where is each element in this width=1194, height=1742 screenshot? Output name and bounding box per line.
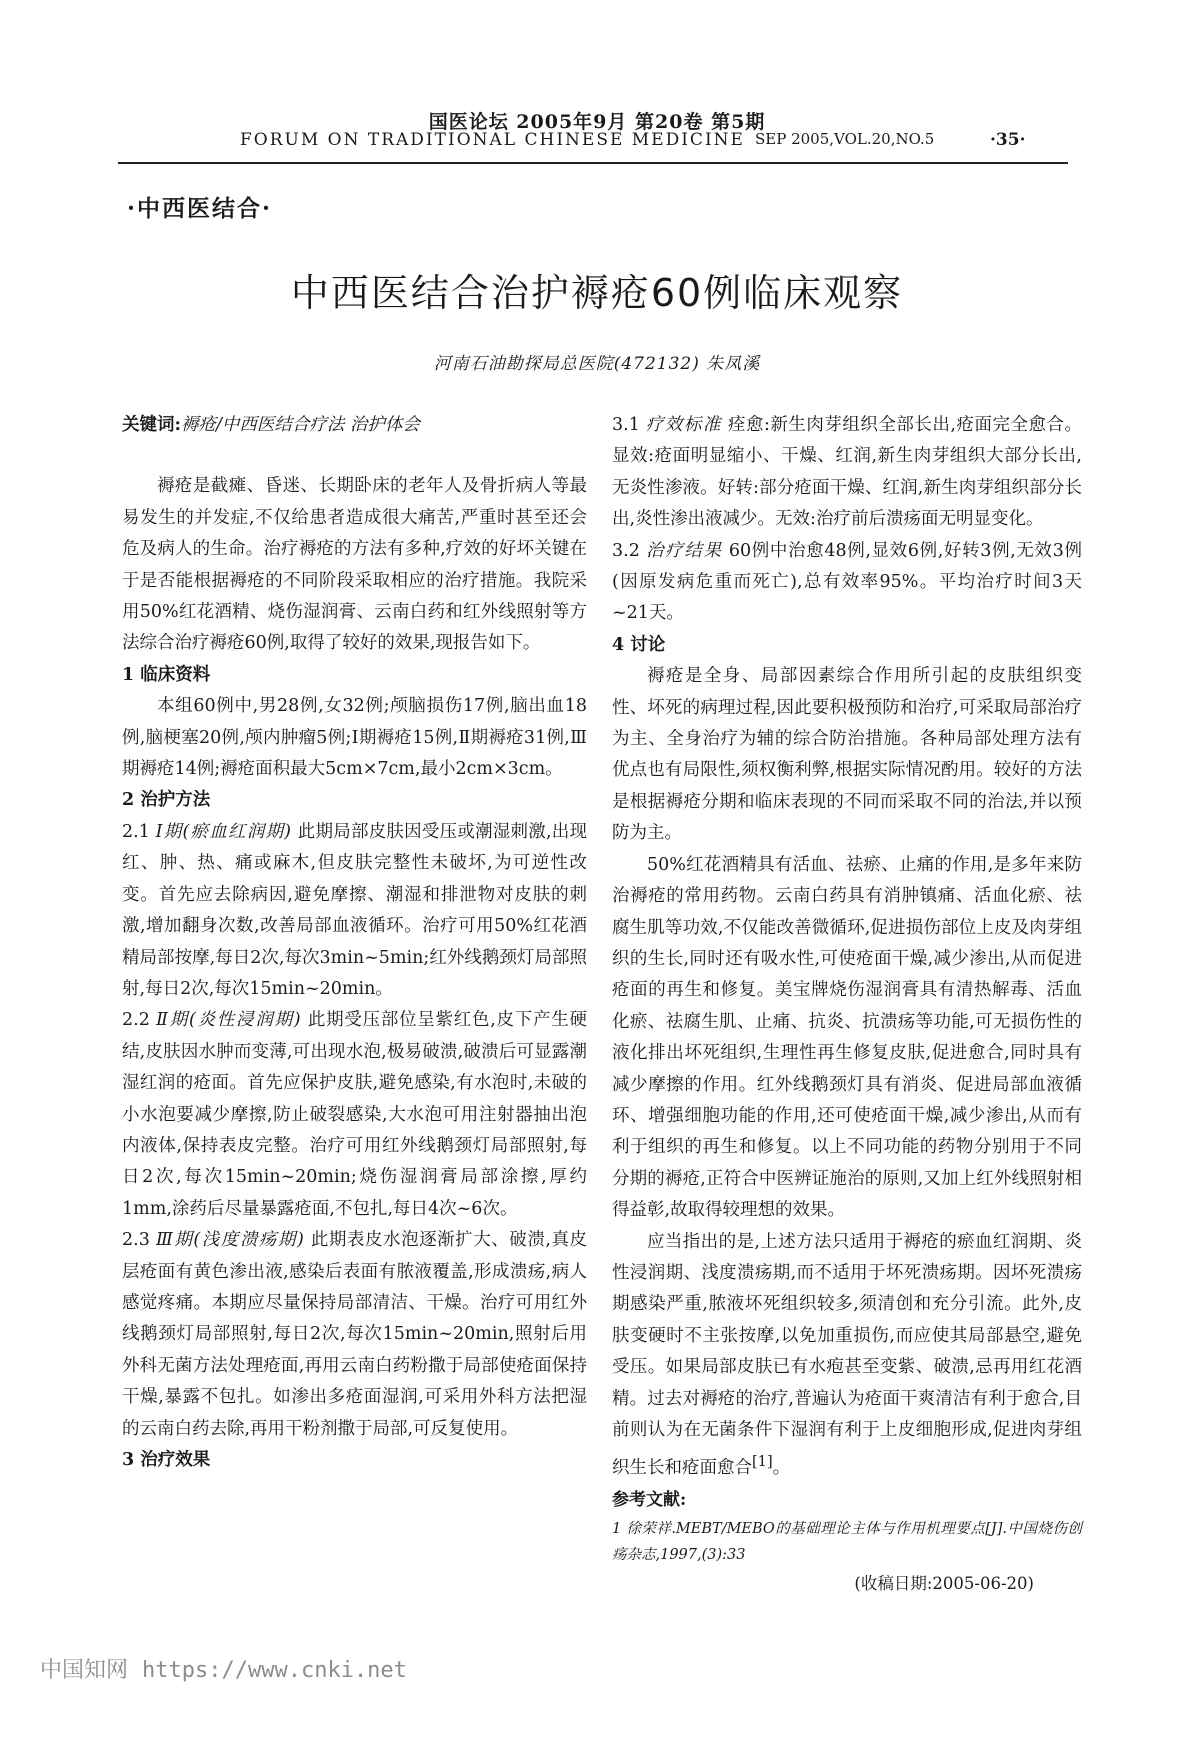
section-2-2 — [122, 1005, 587, 1225]
references-heading: 参考文献: — [612, 1489, 687, 1510]
intro-paragraph: 褥疮是截瘫、昏迷、长期卧床的老年人及骨折病人等最易发生的并发症,不仅给患者造成很大痛苦,严重时甚至还会危及病人的生命。治疗褥疮的方法有多种,疗效的好坏关键在于是否能根据褥疮的不同阶段采取相应的治疗措施。我院采用50%红花酒精、烧伤湿润膏、云南白药和红外线照射等方法综合治疗褥疮60例,取得了较好的效果,现报告如下。 — [122, 476, 587, 654]
keywords-label: 关键词: — [122, 415, 181, 435]
journal-header-english — [0, 130, 1194, 152]
reference-1: 1 徐荣祥.MEBT/MEBO的基础理论主体与作用机理要点[J].中国烧伤创疡杂志,1997,(3):33 — [612, 1521, 1082, 1564]
discussion-paragraph-2: 50%红花酒精具有活血、祛瘀、止痛的作用,是多年来防治褥疮的常用药物。云南白药具有消肿镇痛、活血化瘀、祛腐生肌等功效,不仅能改善微循环,促进损伤部位上皮及肉芽组织的生长,同时还有吸水性,可使疮面干燥,减少渗出,从而促进疮面的再生和修复。美宝牌烧伤湿润膏具有清热解毒、活血化瘀、祛腐生肌、止痛、抗炎、抗溃疡等功能,可无损伤性的液化排出坏死组织,生理性再生修复皮肤,促进愈合,同时具有减少摩擦的作用。红外线鹅颈灯具有消炎、促进局部血液循环、增强细胞功能的作用,还可使疮面干燥,减少渗出,从而有利于组织的再生和修复。以上不同功能的药物分别用于不同分期的褥疮,正符合中医辨证施治的原则,又加上红外线照射相得益彰,故取得较理想的效果。 — [612, 854, 1082, 1221]
journal-header-line: 国医论坛 2005年9月 第20卷 第5期 — [428, 111, 766, 133]
cnki-watermark — [40, 1653, 407, 1684]
section-3-1 — [612, 410, 1082, 536]
discussion-paragraph-3-end: 。 — [772, 1458, 791, 1479]
section-2-2-number: 2.2 — [122, 1010, 157, 1031]
section-2-1-text: 此期局部皮肤因受压或潮湿刺激,出现红、肿、热、痛或麻木,但皮肤完整性未破坏,为可逆性改变。首先应去除病因,避免摩擦、潮湿和排泄物对皮肤的刺激,增加翻身次数,改善局部血液循环。治疗可用50%红花酒精局部按摩,每日2次,每次3min~5min;红外线鹅颈灯局部照射,每日2次,每次15min~20min。 — [122, 821, 587, 999]
left-column — [122, 410, 587, 1476]
citation-marker: [1] — [752, 1453, 773, 1471]
received-date: (收稿日期:2005-06-20) — [854, 1574, 1034, 1594]
heading-methods: 2 治护方法 — [122, 790, 211, 811]
section-tag: ·中西医结合· — [127, 195, 273, 222]
author-affiliation: 河南石油勘探局总医院(472132) 朱凤溪 — [433, 354, 761, 374]
section-3-2 — [612, 536, 1082, 630]
keywords — [122, 410, 587, 441]
section-2-3-text: 此期表皮水泡逐渐扩大、破溃,真皮层疮面有黄色渗出液,感染后表面有脓液覆盖,形成溃疡,病人感觉疼痛。本期应尽量保持局部清洁、干燥。治疗可用红外线鹅颈灯局部照射,每日2次,每次15min~20min,照射后用外科无菌方法处理疮面,再用云南白药粉撒于局部使疮面保持干燥,暴露不包扎。如渗出多疮面湿润,可采用外科方法把湿的云南白药去除,再用干粉剂撒于局部,可反复使用。 — [122, 1230, 588, 1439]
heading-results: 3 治疗效果 — [122, 1450, 211, 1470]
right-column — [612, 410, 1082, 1599]
journal-name-english: FORUM ON TRADITIONAL CHINESE MEDICINE — [240, 130, 745, 150]
discussion-paragraph-3 — [612, 1227, 1082, 1485]
section-2-2-label: Ⅱ期(炎性浸润期) — [156, 1010, 302, 1031]
section-3-1-label: 疗效标准 — [645, 415, 722, 435]
section-3-2-label: 治疗结果 — [646, 540, 723, 561]
section-3-2-text: 60例中治愈48例,显效6例,好转3例,无效3例(因原发病危重而死亡),总有效率95%。平均治疗时间3天~21天。 — [612, 540, 1082, 624]
cnki-url: https://www.cnki.net — [142, 1658, 407, 1683]
section-3-1-number: 3.1 — [612, 415, 646, 435]
heading-clinical-data: 1 临床资料 — [122, 664, 211, 685]
section-2-1-number: 2.1 — [122, 821, 156, 842]
section-2-1-label: Ⅰ期(瘀血红润期) — [155, 821, 293, 842]
keywords-value: 褥疮/中西医结合疗法 治护体会 — [180, 415, 420, 435]
discussion-paragraph-1: 褥疮是全身、局部因素综合作用所引起的皮肤组织变性、坏死的病理过程,因此要积极预防和治疗,可采取局部治疗为主、全身治疗为辅的综合防治措施。各种局部处理方法有优点也有局限性,须权衡利弊,根据实际情况酌用。较好的方法是根据褥疮分期和临床表现的不同而采取不同的治法,并以预防为主。 — [612, 666, 1082, 844]
article-title: 中西医结合治护褥疮60例临床观察 — [290, 271, 904, 315]
section-3-2-number: 3.2 — [612, 540, 647, 561]
section-2-3-number: 2.3 — [122, 1230, 156, 1251]
section-2-1 — [122, 817, 587, 1005]
section-2-2-text: 此期受压部位呈紫红色,皮下产生硬结,皮肤因水肿而变薄,可出现水泡,极易破溃,破溃后可显露潮湿红润的疮面。首先应保护皮肤,避免感染,有水泡时,未破的小水泡要减少摩擦,防止破裂感染,大水泡可用注射器抽出泡内液体,保持表皮完整。治疗可用红外线鹅颈灯局部照射,每日2次,每次15min~20min;烧伤湿润膏局部涂擦,厚约1mm,涂药后尽量暴露疮面,不包扎,每日4次~6次。 — [122, 1010, 587, 1219]
discussion-paragraph-3-text: 应当指出的是,上述方法只适用于褥疮的瘀血红润期、炎性浸润期、浅度溃疡期,而不适用于坏死溃疡期。因坏死溃疡期感染严重,脓液坏死组织较多,须清创和充分引流。此外,皮肤变硬时不主张按摩,以免加重损伤,而应使其局部悬空,避免受压。如果局部皮肤已有水疱甚至变紫、破溃,忌再用红花酒精。过去对褥疮的治疗,普遍认为疮面干爽清洁有利于愈合,目前则认为在无菌条件下湿润有利于上皮细胞形成,促进肉芽组织生长和疮面愈合 — [612, 1231, 1082, 1479]
header-rule — [118, 162, 1068, 164]
heading-discussion: 4 讨论 — [612, 634, 666, 655]
clinical-data-paragraph: 本组60例中,男28例,女32例;颅脑损伤17例,脑出血18例,脑梗塞20例,颅内肿瘤5例;Ⅰ期褥疮15例,Ⅱ期褥疮31例,Ⅲ期褥疮14例;褥疮面积最大5cm×7cm,最小2cm×3cm。 — [122, 696, 587, 780]
section-2-3-label: Ⅲ期(浅度溃疡期) — [155, 1230, 305, 1251]
page-number: ·35· — [990, 130, 1026, 150]
journal-volume: SEP 2005,VOL.20,NO.5 — [755, 130, 935, 148]
section-2-3 — [122, 1225, 587, 1445]
cnki-name: 中国知网 — [40, 1658, 129, 1683]
section-3-1-text: 痊愈:新生肉芽组织全部长出,疮面完全愈合。显效:疮面明显缩小、干燥、红润,新生肉芽组织大部分长出,无炎性渗液。好转:部分疮面干燥、红润,新生肉芽组织部分长出,炎性渗出液减少。无效:治疗前后溃疡面无明显变化。 — [612, 415, 1082, 530]
